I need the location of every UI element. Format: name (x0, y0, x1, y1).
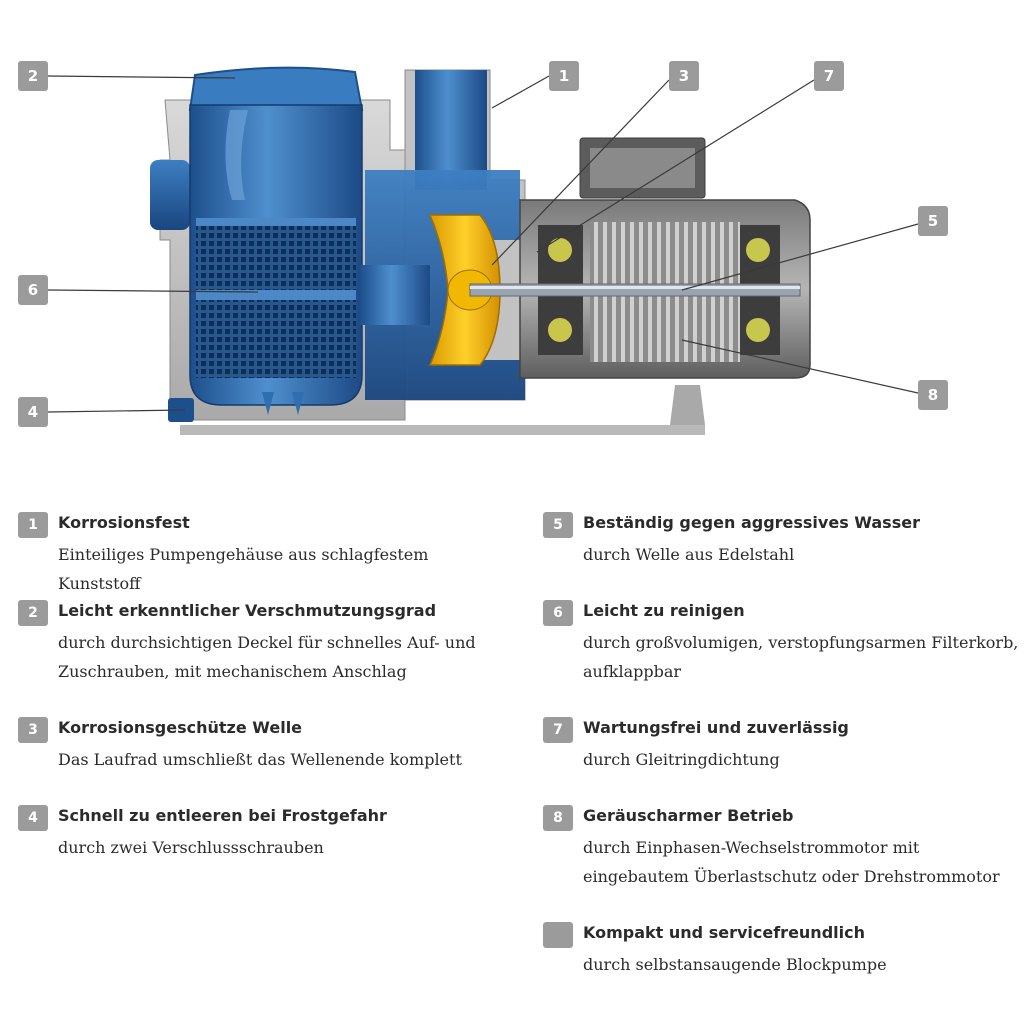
feature-badge: 6 (543, 600, 573, 626)
callout-marker-6: 6 (18, 275, 48, 305)
feature-title: Kompakt und servicefreundlich (583, 923, 865, 942)
transparent-lid (190, 68, 362, 110)
feature-badge: 1 (18, 512, 48, 538)
feature-description: durch zwei Verschlussschrauben (58, 838, 324, 857)
feature-description: Einteiliges Pumpengehäuse aus schlagfestem Kunststoff (58, 545, 429, 593)
callout-marker-2: 2 (18, 61, 48, 91)
feature-title: Geräuscharmer Betrieb (583, 806, 794, 825)
feature-description: durch Einphasen-Wechselstrommotor mit eingebautem Überlastschutz oder Drehstrommotor (583, 838, 1000, 886)
feature-description: durch großvolumigen, verstopfungsarmen Filterkorb, aufklappbar (583, 633, 1019, 681)
callout-marker-8: 8 (918, 380, 948, 410)
feature-title: Leicht zu reinigen (583, 601, 745, 620)
callout-marker-1: 1 (549, 61, 579, 91)
feature-description: durch Gleitringdichtung (583, 750, 780, 769)
feature-badge: 5 (543, 512, 573, 538)
feature-badge: 8 (543, 805, 573, 831)
stainless-shaft (470, 284, 800, 296)
feature-badge: 4 (18, 805, 48, 831)
feature-title: Wartungsfrei und zuverlässig (583, 718, 849, 737)
feature-title: Schnell zu entleeren bei Frostgefahr (58, 806, 387, 825)
feature-title: Beständig gegen aggressives Wasser (583, 513, 920, 532)
feature-badge: 3 (18, 717, 48, 743)
pump-cutaway-diagram (0, 0, 1024, 460)
callout-marker-3: 3 (669, 61, 699, 91)
callout-marker-4: 4 (18, 397, 48, 427)
filter-basket (190, 105, 362, 415)
feature-description: durch durchsichtigen Deckel für schnelles Auf- und Zuschrauben, mit mechanischem Anschlag (58, 633, 476, 681)
feature-badge (543, 922, 573, 948)
motor (520, 138, 810, 378)
feature-description: durch Welle aus Edelstahl (583, 545, 795, 564)
feature-title: Korrosionsfest (58, 513, 190, 532)
callout-marker-5: 5 (918, 206, 948, 236)
feature-description: Das Laufrad umschließt das Wellenende komplett (58, 750, 462, 769)
feature-badge: 2 (18, 600, 48, 626)
callout-marker-7: 7 (814, 61, 844, 91)
feature-title: Leicht erkenntlicher Verschmutzungsgrad (58, 601, 437, 620)
feature-badge: 7 (543, 717, 573, 743)
feature-description: durch selbstansaugende Blockpumpe (583, 955, 887, 974)
feature-title: Korrosionsgeschütze Welle (58, 718, 303, 737)
